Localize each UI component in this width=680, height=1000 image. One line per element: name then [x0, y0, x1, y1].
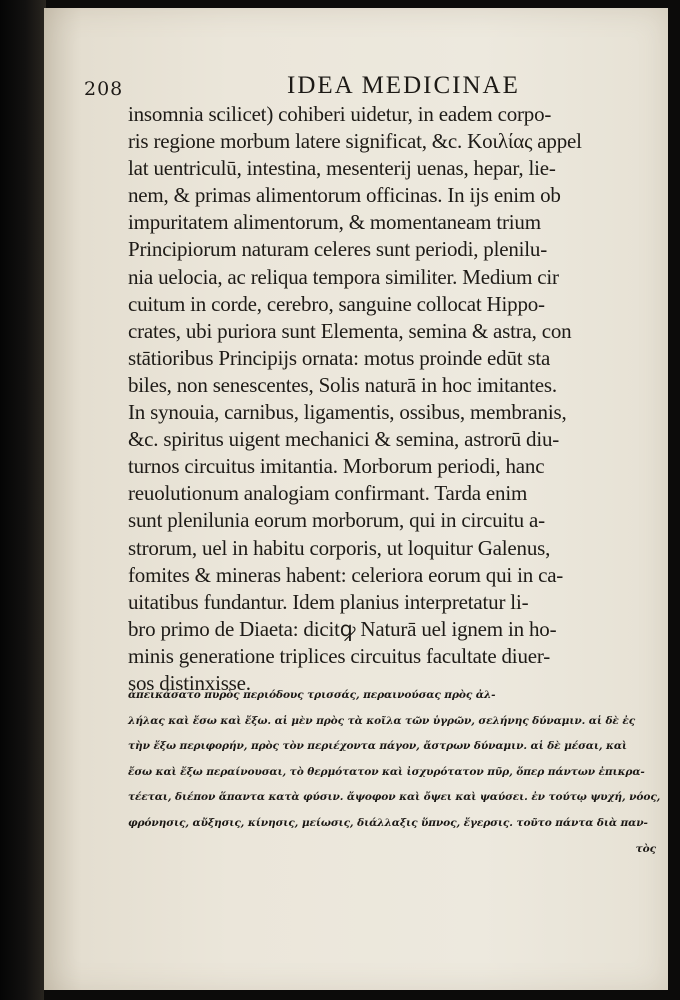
text-line: uitatibus fundantur. Idem planius interpretatur li-: [128, 589, 529, 614]
text-line: fomites & mineras habent: celeriora eorum qui in ca-: [128, 562, 564, 587]
text-line: insomnia scilicet) cohiberi uidetur, in eadem corpo-: [128, 102, 552, 126]
greek-line: τὴν ἔξω περιφορήν, πρὸς τὸν περιέχοντα πάγον, ἄστρων δύναμιν. αἱ δὲ μέσαι, καὶ: [128, 740, 627, 753]
text-line: ris regione morbum latere significat, &c. Κοιλίας appel: [128, 129, 582, 154]
text-line: Principiorum naturam celeres sunt periodi, plenilu-: [128, 237, 548, 262]
greek-line-catchword: τὸς: [635, 842, 656, 855]
greek-line: ἔσω καὶ ἔξω περαίνουσαι, τὸ θερμότατον καὶ ἰσχυρότατον πῦρ, ὅπερ πάντων ἐπικρα-: [128, 765, 645, 778]
text-line: sunt plenilunia eorum morborum, qui in circuitu a-: [128, 508, 545, 533]
text-line: impuritatem alimentorum, & momentaneam trium: [128, 210, 541, 235]
page-number: 208: [84, 78, 124, 100]
greek-line: λήλας καὶ ἔσω καὶ ἔξω. αἱ μὲν πρὸς τὰ κοῖλα τῶν ὑγρῶν, σελήνης δύναμιν. αἱ δὲ ἐς: [128, 714, 636, 727]
text-line: In synouia, carnibus, ligamentis, ossibus, membranis,: [128, 400, 567, 425]
text-line: lat uentriculū, intestina, mesenterij uenas, hepar, lie-: [128, 156, 556, 181]
text-line: nem, & primas alimentorum officinas. In ijs enim ob: [128, 183, 561, 208]
text-line: stātioribus Principijs ornata: motus proinde edūt sta: [128, 345, 551, 370]
text-line: cuitum in corde, cerebro, sanguine collocat Hippo-: [128, 291, 545, 316]
text-line: bro primo de Diaeta: dicitꝙ Naturā uel ignem in ho-: [128, 616, 557, 641]
text-line: &c. spiritus uigent mechanici & semina, astrorū diu-: [128, 427, 560, 452]
text-line: biles, non senescentes, Solis naturā in hoc imitantes.: [128, 372, 557, 397]
text-line: nia uelocia, ac reliqua tempora similiter. Medium cir: [128, 264, 559, 289]
text-line: sos distinxisse.: [128, 670, 251, 695]
greek-line: τέεται, διέπον ἅπαντα κατὰ φύσιν. ἄψοφον καὶ ὄψει καὶ ψαύσει. ἐν τούτῳ ψυχή, νόος,: [128, 791, 661, 804]
text-line: crates, ubi puriora sunt Elementa, semina & astra, con: [128, 318, 572, 343]
text-line: turnos circuitus imitantia. Morborum periodi, hanc: [128, 454, 545, 479]
greek-quotation: [128, 683, 668, 862]
text-line: minis generatione triplices circuitus facultate diuer-: [128, 643, 551, 668]
latin-body-text: [128, 101, 666, 697]
greek-line: φρόνησις, αὔξησις, κίνησις, μείωσις, διάλλαξις ὕπνος, ἔγερσις. τοῦτο πάντα διὰ παν-: [128, 816, 648, 829]
text-line: reuolutionum analogiam confirmant. Tarda enim: [128, 481, 528, 506]
running-head: IDEA MEDICINAE: [287, 72, 520, 99]
text-line: strorum, uel in habitu corporis, ut loquitur Galenus,: [128, 535, 551, 560]
greek-line: ἀπεικάσατο πυρὸς περιόδους τρισσάς, περαινούσας πρὸς ἀλ-: [128, 689, 496, 701]
book-gutter-shadow: [0, 0, 46, 1000]
page-bottom-edge: [44, 990, 668, 1000]
